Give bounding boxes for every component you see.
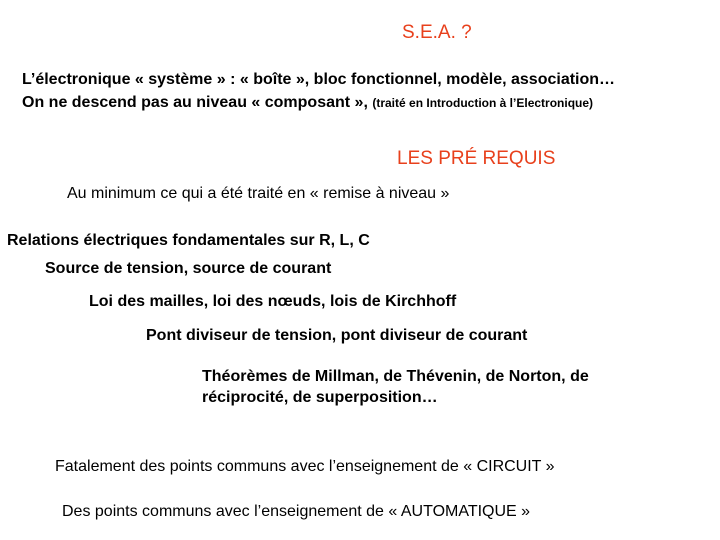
prerequisite-item: Pont diviseur de tension, pont diviseur de courant [146,327,528,344]
prerequisites-minimum: Au minimum ce qui a été traité en « remise à niveau » [67,185,450,202]
intro-line-2 [22,94,593,112]
theorems-line-2: réciprocité, de superposition… [202,389,438,406]
intro-line-1: L’électronique « système » : « boîte », bloc fonctionnel, modèle, association… [22,71,616,88]
common-automatique: Des points communs avec l’enseignement de « AUTOMATIQUE » [62,503,531,520]
common-circuit: Fatalement des points communs avec l’enseignement de « CIRCUIT » [55,458,555,475]
prerequisite-item: Relations électriques fondamentales sur R, L, C [7,232,370,249]
prerequisite-item: Source de tension, source de courant [45,260,332,277]
slide-title: S.E.A. ? [402,22,472,43]
intro-line-2-main: On ne descend pas au niveau « composant », [22,94,368,111]
theorems-line-1: Théorèmes de Millman, de Thévenin, de Norton, de [202,368,589,385]
intro-line-2-note: (traité en Introduction à l’Electronique) [372,96,594,110]
prerequisite-item: Loi des mailles, loi des nœuds, lois de Kirchhoff [89,293,457,310]
prerequisites-heading: LES PRÉ REQUIS [397,148,556,169]
